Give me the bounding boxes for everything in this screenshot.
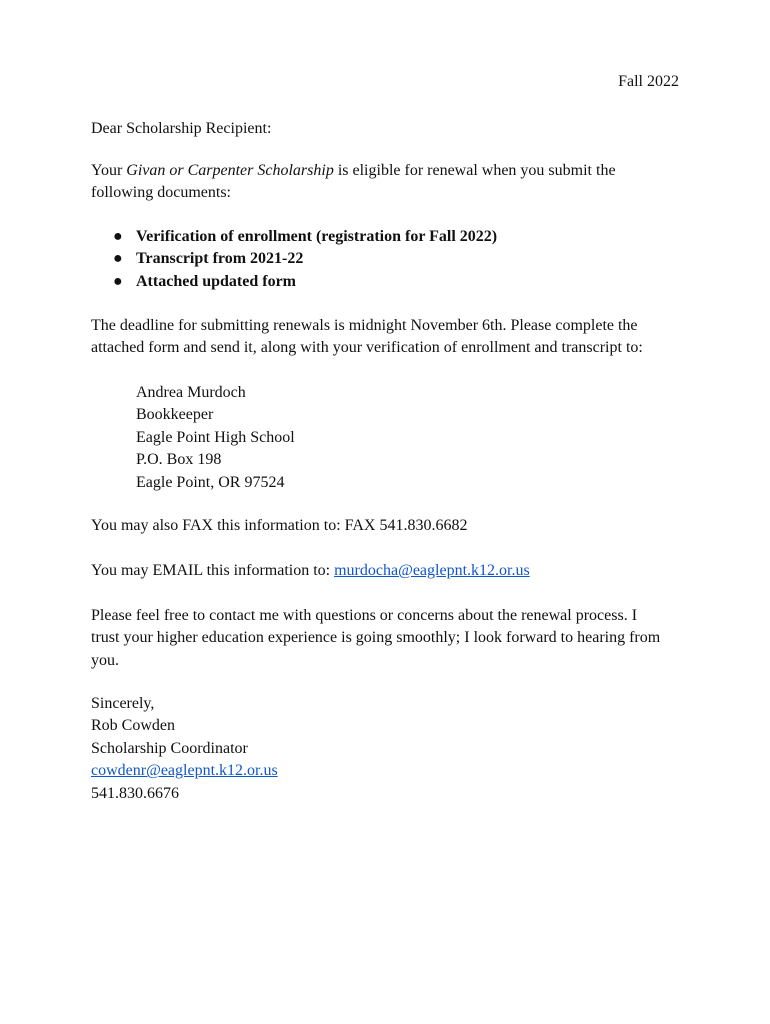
deadline-paragraph — [91, 315, 681, 360]
bullet-icon: ● — [113, 250, 123, 268]
bullet-icon: ● — [113, 228, 123, 245]
address-city-state-zip: Eagle Point, OR 97524 — [136, 473, 285, 491]
intro-line-1 — [91, 160, 681, 182]
fax-line: You may also FAX this information to: FAX 541.830.6682 — [91, 517, 468, 534]
murdoch-email-link[interactable]: murdocha@eaglepnt.k12.or.us — [334, 562, 530, 579]
list-item-text: Transcript from 2021-22 — [136, 250, 304, 268]
letter-date: Fall 2022 — [618, 73, 679, 90]
deadline-line-2: attached form and send it, along with your verification of enrollment and transcript to: — [91, 339, 643, 357]
signoff: Sincerely, — [91, 695, 155, 712]
address-title: Bookkeeper — [136, 406, 214, 424]
salutation: Dear Scholarship Recipient: — [91, 120, 272, 137]
required-documents-list — [113, 226, 673, 293]
deadline-line-1: The deadline for submitting renewals is midnight November 6th. Please complete the — [91, 317, 638, 334]
list-item — [113, 226, 673, 248]
bullet-icon: ● — [113, 272, 123, 290]
signer-phone: 541.830.6676 — [91, 784, 179, 802]
closing-line-3: you. — [91, 651, 119, 669]
signer-email-row — [91, 760, 681, 782]
intro-suffix: is eligible for renewal when you submit the — [333, 162, 616, 179]
address-po-box: P.O. Box 198 — [136, 451, 222, 469]
scholarship-name: Givan or Carpenter Scholarship — [126, 162, 334, 179]
list-item-text: Verification of enrollment (registration for Fall 2022) — [136, 228, 498, 245]
closing-line-1: Please feel free to contact me with questions or concerns about the renewal process. I — [91, 607, 638, 624]
mailing-address — [136, 382, 726, 494]
intro-line-2: following documents: — [91, 184, 231, 202]
list-item — [113, 248, 673, 270]
signature-block — [91, 693, 681, 805]
signer-name: Rob Cowden — [91, 717, 175, 735]
list-item — [113, 271, 673, 293]
intro-prefix: Your — [91, 162, 127, 179]
closing-line-2: trust your higher education experience is going smoothly; I look forward to hearing from — [91, 629, 661, 647]
cowden-email-link[interactable]: cowdenr@eaglepnt.k12.or.us — [91, 762, 278, 780]
intro-paragraph — [91, 160, 681, 205]
signer-title: Scholarship Coordinator — [91, 739, 248, 757]
email-line — [91, 560, 681, 582]
list-item-text: Attached updated form — [136, 272, 296, 290]
closing-paragraph — [91, 605, 681, 672]
email-prefix: You may EMAIL this information to: — [91, 562, 335, 579]
address-organization: Eagle Point High School — [136, 428, 295, 446]
address-name: Andrea Murdoch — [136, 384, 246, 401]
